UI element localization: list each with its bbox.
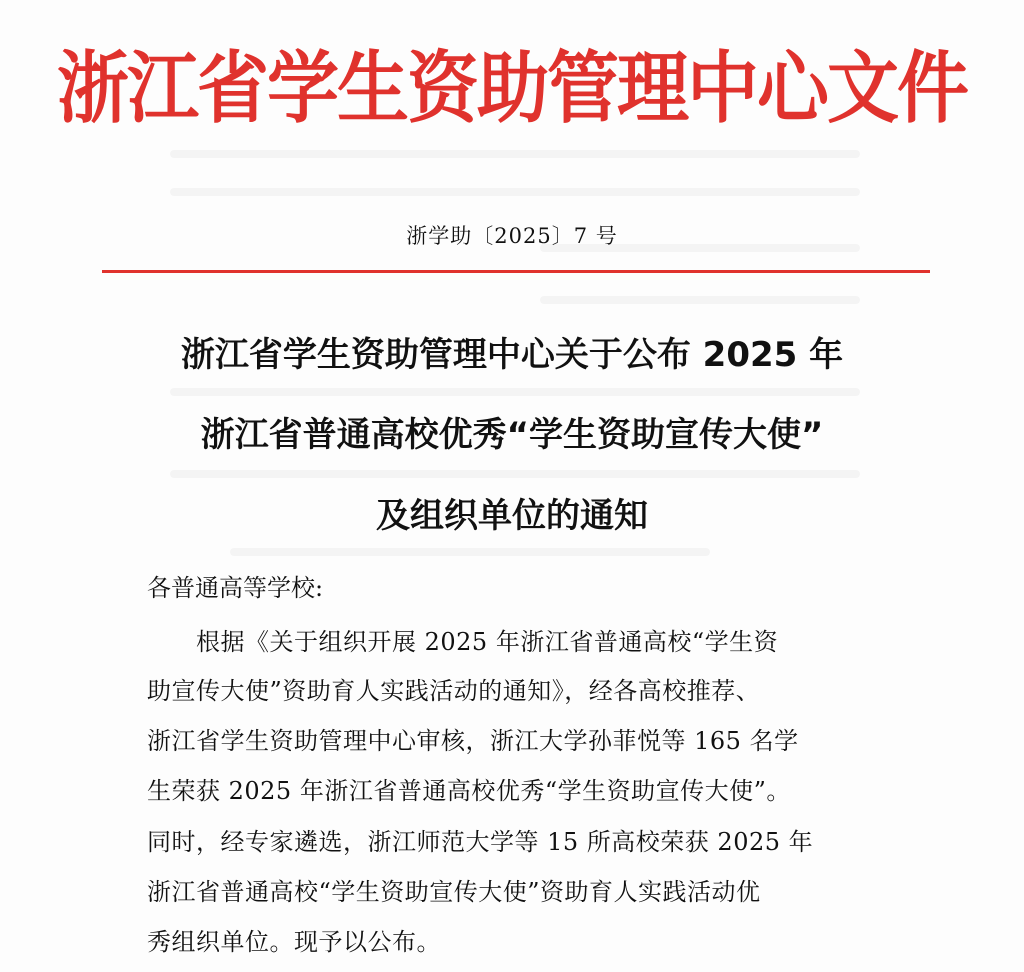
body-paragraph-line: 生荣获 2025 年浙江省普通高校优秀“学生资助宣传大使”。	[147, 777, 791, 805]
body-paragraph-line: 浙江省学生资助管理中心审核，浙江大学孙菲悦等 165 名学	[147, 727, 799, 755]
red-divider-line	[102, 270, 930, 273]
body-paragraph-line: 浙江省普通高校“学生资助宣传大使”资助育人实践活动优	[147, 878, 761, 906]
body-paragraph-line: 秀组织单位。现予以公布。	[147, 928, 441, 956]
bleed-through-mark	[170, 388, 860, 396]
body-paragraph-line: 同时，经专家遴选，浙江师范大学等 15 所高校荣获 2025 年	[147, 828, 814, 856]
bleed-through-mark	[170, 188, 860, 196]
body-paragraph-line: 助宣传大使”资助育人实践活动的通知》，经各高校推荐、	[147, 677, 761, 705]
bleed-through-mark	[170, 150, 860, 158]
bleed-through-mark	[170, 470, 860, 478]
document-masthead: 浙江省学生资助管理中心文件	[56, 42, 967, 134]
notice-title-line-3: 及组织单位的通知	[376, 496, 648, 536]
bleed-through-mark	[540, 296, 860, 304]
bleed-through-mark	[230, 548, 710, 556]
salutation: 各普通高等学校:	[147, 574, 324, 602]
body-paragraph-line: 根据《关于组织开展 2025 年浙江省普通高校“学生资	[196, 628, 779, 656]
document-number: 浙学助〔2025〕7 号	[406, 224, 618, 248]
notice-title-line-2: 浙江省普通高校优秀“学生资助宣传大使”	[200, 415, 824, 455]
notice-title-line-1: 浙江省学生资助管理中心关于公布 2025 年	[180, 335, 844, 375]
